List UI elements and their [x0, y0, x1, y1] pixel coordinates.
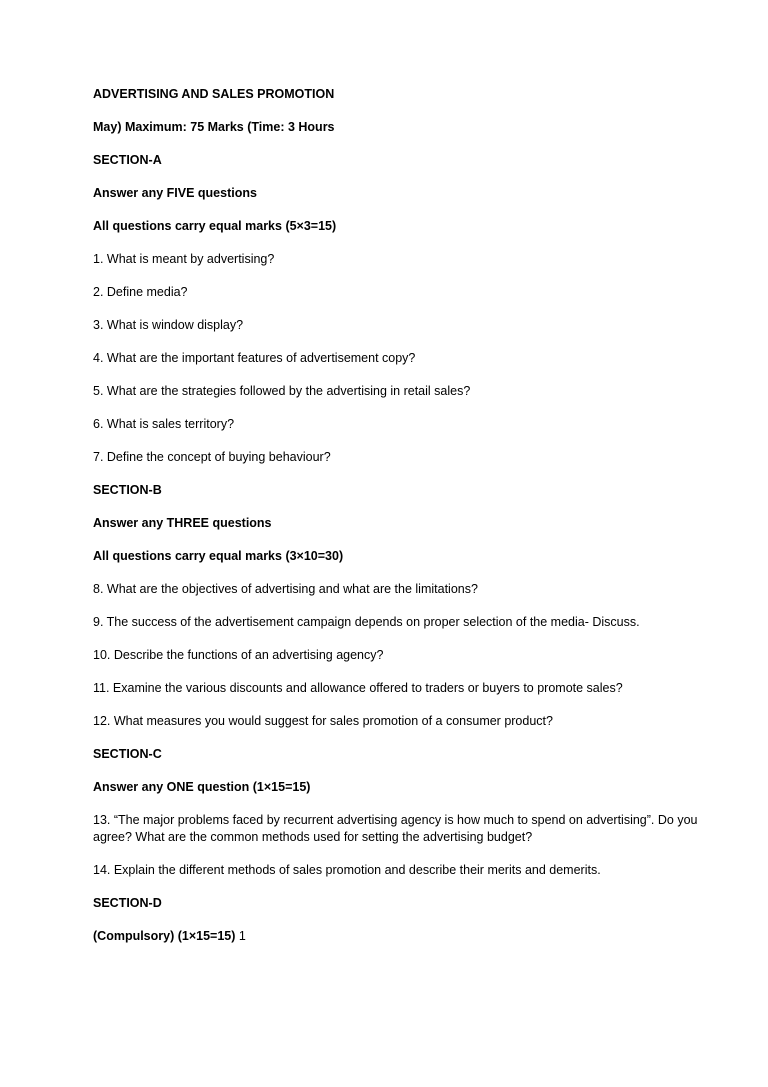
question-3: 3. What is window display? — [93, 318, 244, 332]
section-c-heading: SECTION-C — [93, 747, 162, 761]
section-b-heading: SECTION-B — [93, 483, 162, 497]
section-a-heading: SECTION-A — [93, 153, 162, 167]
question-5: 5. What are the strategies followed by the advertising in retail sales? — [93, 384, 471, 398]
question-10: 10. Describe the functions of an advertising agency? — [93, 648, 384, 662]
section-a-instruction: Answer any FIVE questions — [93, 186, 257, 200]
section-d-line — [93, 928, 733, 945]
question-11: 11. Examine the various discounts and allowance offered to traders or buyers to promote sales? — [93, 681, 623, 695]
exam-paper — [93, 86, 733, 961]
page-number: 1 — [238, 929, 246, 943]
question-4: 4. What are the important features of advertisement copy? — [93, 351, 416, 365]
question-6: 6. What is sales territory? — [93, 417, 235, 431]
section-d-instruction: (Compulsory) (1×15=15) — [93, 929, 236, 943]
section-b-instruction: Answer any THREE questions — [93, 516, 272, 530]
document-title: ADVERTISING AND SALES PROMOTION — [93, 87, 335, 101]
question-7: 7. Define the concept of buying behaviour? — [93, 450, 331, 464]
question-13: 13. “The major problems faced by recurrent advertising agency is how much to spend on advertising”. Do you agree? What are the common methods used for setting the advertising budget? — [93, 813, 698, 844]
question-9: 9. The success of the advertisement campaign depends on proper selection of the media- Discuss. — [93, 615, 640, 629]
section-d-heading: SECTION-D — [93, 896, 162, 910]
section-b-marks-note: All questions carry equal marks (3×10=30) — [93, 549, 344, 563]
question-8: 8. What are the objectives of advertising and what are the limitations? — [93, 582, 478, 596]
exam-info: May) Maximum: 75 Marks (Time: 3 Hours — [93, 120, 335, 134]
question-14: 14. Explain the different methods of sales promotion and describe their merits and demerits. — [93, 863, 601, 877]
question-1: 1. What is meant by advertising? — [93, 252, 275, 266]
section-a-marks-note: All questions carry equal marks (5×3=15) — [93, 219, 337, 233]
question-2: 2. Define media? — [93, 285, 188, 299]
section-c-instruction: Answer any ONE question (1×15=15) — [93, 780, 311, 794]
question-12: 12. What measures you would suggest for sales promotion of a consumer product? — [93, 714, 553, 728]
